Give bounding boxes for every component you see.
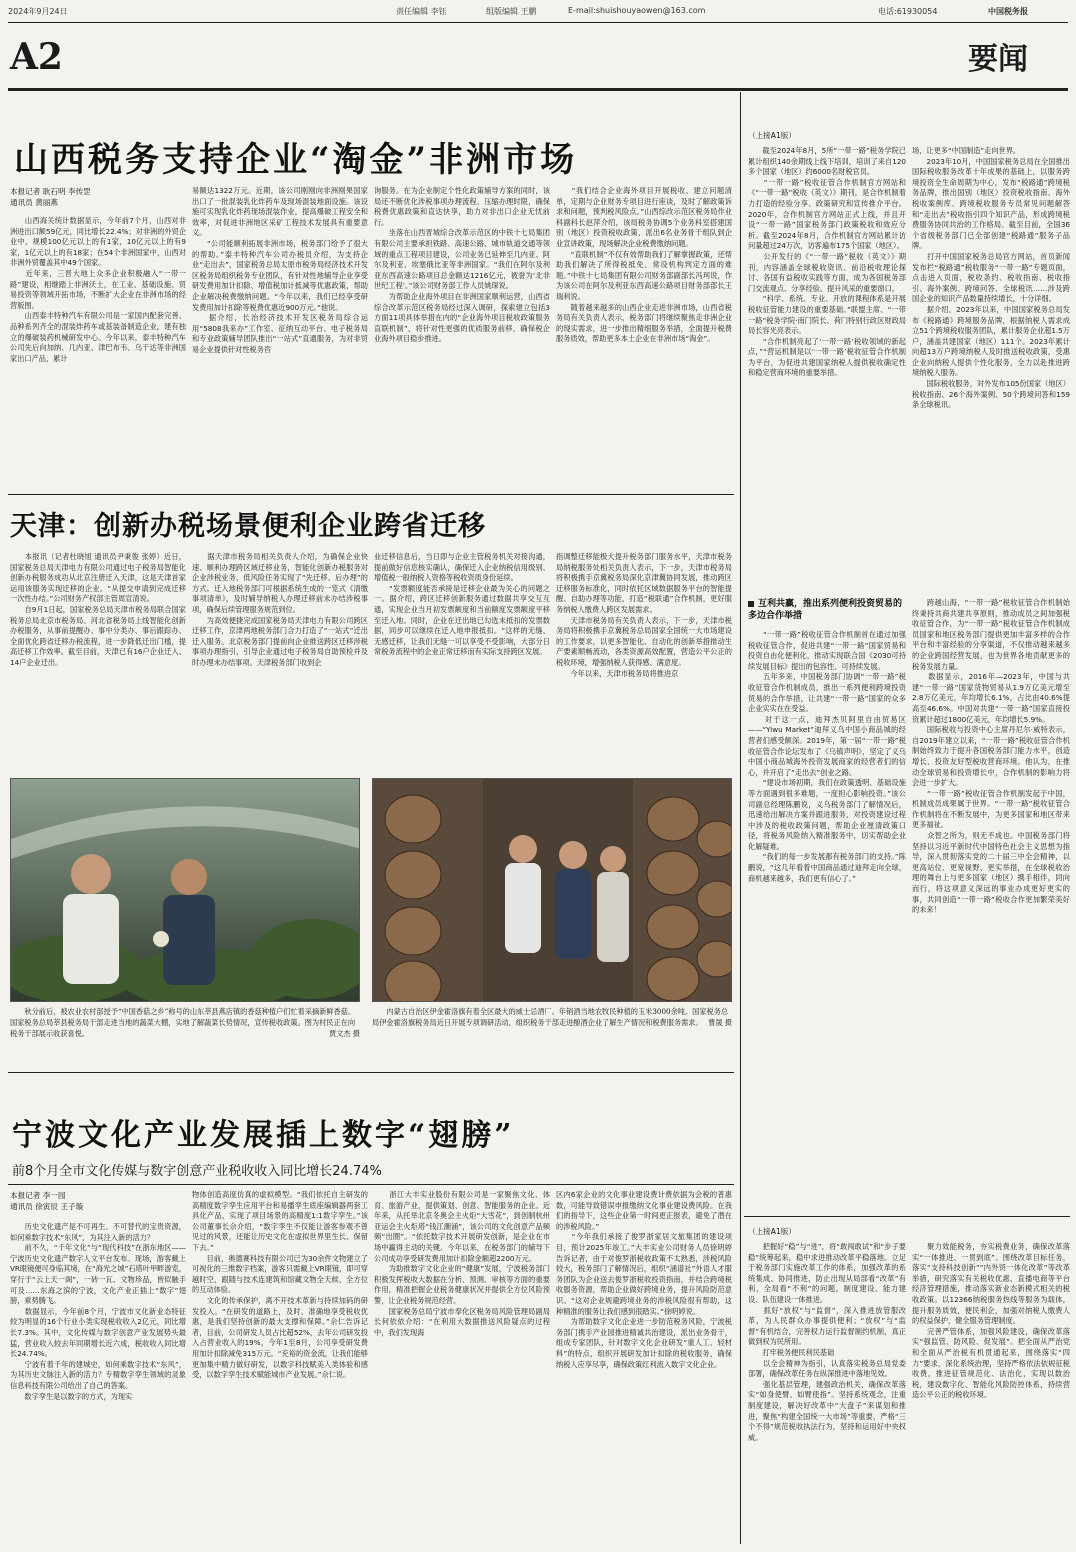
contact-email: E-mail:shuishouyaowen@163.com	[568, 6, 706, 15]
section-rule	[8, 88, 1068, 91]
page-number: A2	[10, 36, 63, 78]
photo-whisky-distillery-image	[373, 779, 732, 1002]
right-divider	[744, 1216, 1070, 1217]
right-top-continued-label: （上接A1版）	[748, 131, 796, 140]
designer-credit: 组版编辑 王鹏	[486, 7, 537, 16]
photo1-caption	[10, 1006, 360, 1066]
header-rule	[8, 22, 1068, 23]
article2-col-3: 业迁移信息后，当日即与企业主管税务机关对接沟通，提前做好信息核实确认，确保迁入企业纳税信用级别、增值税一般纳税人资格等税收资质身份延续。 “发票额度能否承接是迁移企业最为关心的问题之一。据介绍，跨区迁移创新服务通过数据共享交互互通，实现企业当月初发票额度和当前额度发票额度平移至迁入地。同时，企业在迁出地已勾选未抵扣的发票数据，同步可以继续在迁入地申报抵扣。“这样的无缝、无感迁移，让我们无缝一可以享受不受影响，大部分日常税务流程中的企业正常迁移而有实际支持跨区发展。	[374, 552, 550, 657]
page-header-strip	[8, 6, 1068, 20]
right-top-subhead-text: 互利共赢，推出系列便利投资贸易的多边合作举措	[748, 599, 903, 621]
article2-col-2: 据天津市税务局相关负责人介绍，为确保企业快速、顺利办理跨区域迁移业务，智能化创新办税服务对企业涉税业务、低风险任务实现了“先迁移、后办理”的方式。迁入地税务部门可根据系统生成的一览式《清缴事项清单》，及时辅导纳税人办理迁移前未办结涉税事项，确保后续管理服务规范到位。 为高效便捷完成国家税务局天津电力有限公司跨区迁移工作，京津两地税务部门合力打造了“一站式”迁出迁入服务。北京税务部门提前向企业推送跨区迁移涉税事项办理指引，引导企业通过电子税务局自助预检并及时办理未办结事项。天津税务部门收到企	[192, 552, 368, 667]
article3-byline: 本报记者 李一园 通讯员 徐寅辰 王子璇	[10, 1191, 84, 1211]
photo1-caption-text: 秋分前后，被农业农村部授予“中国香菇之乡”称号的山东莘县燕店镇的香菇种植户们忙着采摘新鲜香菇。国家税务总局莘县税务局干部走进当地的蔬菜大棚，实地了解蔬菜长势情况，宣传税收政策。图为村民正在向税务干部展示收获喜悦。	[10, 1007, 356, 1038]
article-divider-2	[8, 1072, 734, 1073]
article3-col-3: 浙江大丰实业股份有限公司是一家聚焦文化、体育、旅游产业，提供策划、创意、智能服务的企业。近年来，从托举北京冬奥会主火炬“大雪花”，到创制杭州亚运会主火炬塔“钱江潮涌”，该公司的文化创意产品频频“出圈”。“依托数字技术开展研发创新，是企业在市场中赢得主动的关键。今年以来，在税务部门的辅导下公司成功享受研发费用加计扣除金额超2200万元。 为助推数字文化企业的“健康”发展，宁波税务部门积极发挥税收大数据在分析、预测、审核等方面的重要作用，精准把握企业税务健康状况并提供全方位风险预警，让企业税务规范经营。 国家税务总局宁波市奉化区税务局风险管理局副局长何依依介绍：“在利用大数据推送风险疑点的过程中，我们发现海	[374, 1190, 550, 1337]
right-bottom-col-2: 聚力效能税务，夯实税费业务，确保改革落实“一体推进、一贯到底”。围绕改革目标任务，落实“支持科技创新”“内外贸一体化改革”等改革举措，研究落实有关税收优惠、直播电商等平台经济管理措施，推动落实新业态新模式相关的税收政策。以12366纳税服务热线等服务为载体，提升服务质效，便民利企，加强对纳税人缴费人的权益保护，健全服务管理制度。 完善严管体系，加强风险建设，确保改革落实“强监管、防风险、促发展”。把全面从严治党和全面从严治税有机贯通起来，围绕落实“四力”要求，深化系统治理，坚持严格依法依规征税收费，推进征管规范化、法治化，实现以数治税，建设数字化、智能化风险防控体系，持续营造公平公正的税收环境。	[912, 1242, 1070, 1400]
article1-title: 山西税务支持企业“淘金”非洲市场	[14, 140, 578, 180]
article2-col-4: 指调整迁移能极大提升税务部门服务水平，天津市税务局纳税服务处相关负责人表示，下一步，天津市税务局将积极携手京冀税务局深化京津冀协同发展，推动跨区迁移服务标准化，同时依托区域数据服务平台的智能提醒、自助办理等功能，打造“税联通”合作机制，更好服务纳税人缴费人跨区发展需求。 天津市税务局有关负责人表示，下一步，天津市税务局将积极携手京冀税务总局国家全国统一大市场建设的工作要求，以更多智能化、自动化的创新举措推动生产要素顺畅流动，各类资源高效配置，营造公平公正的税收环境，增强纳税人获得感、满意度。 今年以来，天津市税务局将推进京	[556, 552, 732, 678]
subhead-marker-icon	[748, 601, 754, 607]
article1-col-3: 询服务。在为企业制定个性化政策辅导方案的同时，该局还不断优化涉税事项办理流程、压缩办理时限，确保税费优惠政策和直达快享，助力对非出口企业无忧前行。 坐落在山西晋城综合改革示范区的中铁十七局集团有限公司主要承担铁路、高速公路、城市轨道交通等领域的重点工程项目建设，公司业务已延伸至几内亚、阿尔及利亚、埃塞俄比亚等非洲国家。“我们在阿尔及利亚东西高速公路项目总金额达1216亿元，被誉为‘北非世纪工程’。”该公司财务部工作人员姚琛说。 为帮助企业海外项目在非洲国家顺利运营，山西省综合改革示范区税务局经过深入调研，探索建立包括3方面11项具体举措在内的“企业海外项目税收政策服务直联机制”，将针对性更强的优质服务前移，确保税企业海外项目稳步推进。	[374, 186, 550, 344]
right-top-col-3: “一带一路”税收征管合作机制首在通过加强税收征管合作，促进共建“一带一路”国家贸易和投资自由化便利化，推动实现联合国《2030可持续发展目标》提出的包容性、可持续发展。 五年多来，中国税务部门协调“一带一路”税收征管合作机制成员，推出一系列便利跨境投资贸易的合作举措，让共建“一带一路”国家的众多企业实实在在受益。 对于这一点，迪拜杰贝阿里自由贸易区——“Yiwu Market”迪拜义乌中国小商品城的经营者们感受颇深。2019年，第一届“一带一路”税收征管合作论坛发布了《乌镇声明》，坚定了义乌中国小商品城海外投资发展商家的经营者们的信心，并开启了“走出去”创业之路。 “建设市场初期，我们在政策透明、基础设施等方面遇到很多难题，一度担心影响投资。”该公司副总经理陈鹏说，义乌税务部门了解情况后，迅速给出解决方案并跟进服务，对投资建设过程中涉及的税收政策问题，帮助企业厘清政策口径，将税务风险纳入精准服务中，切实帮助企业化解疑难。 “我们的每一步发展都有税务部门的支持。”陈鹏说，“这几年看着中国商品通过迪拜走向全球，商机越来越多，我们更有信心了。”	[748, 630, 906, 883]
article-divider	[8, 494, 734, 495]
right-top-col-4: 跨越山海，“一带一路”税收征管合作机制始终秉持共商共建共享原则，推动成员之间加强税收征管合作，为“一带一路”税收征管合作机制成员国家和地区税务部门提供更加丰富多样的合作平台和丰富经验的分享渠道，不仅推动越来越多的企业跨国经营发展，也为世界各地贡献更多的税务发展力量。 数据显示，2016年—2023年，中国与共建“一带一路”国家货物贸易从1.9万亿美元增至2.8万亿美元，年均增长6.1%，占比由40.6%提高至46.6%。中国对共建“一带一路”国家直接投资累计超过1800亿美元，年均增长5.9%。 国际税收与投资中心主席丹尼尔·威特表示，自2019年建立以来，“一带一路”税收征管合作机制始终致力于提升各国税务部门能力水平，创造增长、投资友好型税收营商环境。他认为，在推动全球贸易和投资增长中，合作机制的影响力将会进一步扩大。 “一带一路”税收征管合作机制发起于中国，机制成员成果属于世界。“一带一路”税收征管合作机制将在不断发展中，为更多国家和地区带来更多福祉。 众智之所为，则无不成也。中国税务部门将坚持以习近平新时代中国特色社会主义思想为指导，深入贯彻落实党的二十届三中全会精神，以更高站位、更宽视野、更实举措，在全球税收治理的舞台上与更多国家（地区）携手相伴，同向而行，将这项意义深远的事业办成更好更实的事，共同创造“一带一路”税收合作更加繁荣美好的未来！	[912, 598, 1070, 915]
article1-col-2: 易额达1322万元。近期，该公司刚刚向非洲刚果国家出口了一批混装乳化炸药车及现场混装地面设施。该设施可实现乳化炸药现场混装作业，提高爆破工程安全和效率，对促进非洲地区采矿工程技术发展具有重要意义。 “公司能顺利拓展非洲市场，税务部门给予了很大的帮助。”泰丰特种汽车公司办税员介绍，为支持企业“走出去”，国家税务总局太原市税务局经济技术开发区税务局组织税务专业团队，有针对性地辅导企业享受研发费用加计扣除、增值税加计抵减等优惠政策，帮助企业解决税费缴纳问题。“今年以来，我们已经享受研发费用加计扣除等税费优惠近900万元。”他说。 据介绍，长治经济技术开发区税务局综合运用“5808我来办”工作室、征纳互动平台、电子税务局和专业政策辅导团队推出“一站式”直通服务，为对非贸易企业提供针对性税务咨	[192, 186, 368, 354]
right-top-col-2: 场，让更多“中国制造”走向世界。 2023年10月，中国国家税务总局在全国推出国际税收服务改革十年成果的基础上，以服务跨境投资全生命周期为中心，发布“税路通”跨境税务品牌，推出国别（地区）投资税收指南、海外税收案例库、跨境税收服务专员常见问题解答和“走出去”税收指引四个知识产品，形成跨境税费服务协同共治的工作格局。截至目前，全国36个省级税务部门已全部创建“税路通”服务子品牌。 打开中国国家税务总局官方网站，首页新闻发布栏“税路通”税收服务“一带一路”专题页面，点击进入页面，税收条约、税收指南、税收指引、海外案例、跨境问答、全球税讯……涉及跨国企业的知识产品数量持续增长，十分详细。 据介绍，2023年以来，中国国家税务总局发布《税路通》跨境服务品牌，根据纳税人需求成立51个跨境税收服务团队，累计服务企业超1.5万户，涵盖共建国家（地区）111个。2023年累计向超13万户跨境纳税人及时推送税收政策，受惠企业向纳税人提供个性化服务，全力以赴推进跨境纳税人服务。 国际税收服务，对外发布105份国家（地区）税收指南、26个海外案例、50个跨境问答和159条全球税讯。	[912, 146, 1070, 410]
article1-col-1: 山西海关统计数据显示，今年前7个月，山西对非洲进出口额59亿元，同比增长22.4%；对非洲的外贸企业中，规模100亿元以上的有1家，10亿元以上的有9家，1亿元以上的有18家；在54个非洲国家中，山西对非洲外贸覆盖其中49个国家。 近年来，三晋大地上众多企业积极融入“一带一路”建设，相继踏上非洲沃土，在工业、基础设施、贸易投资等领域开拓市场，不断扩大企业在非洲市场的经营版图。 山西泰丰特种汽车有限公司是一家国内配套完善、品种系列齐全的混装炸药车或基装备制造企业，建有独立的爆破装药机械研发中心。今年以来，泰丰特种汽车公司先后向加纳、几内亚、津巴布韦、乌干达等非洲国家出口产品，累计	[10, 216, 186, 363]
photo-mushroom-greenhouse-image	[11, 779, 360, 1002]
right-bottom-col-1: 把握好“稳”与“进”，将“敢闯敢试”和“步子要稳”统筹起来，稳中求进推动改革平稳落地。立足于税务部门实施改革工作的体系，加强改革的系统集成、协同推进，防止出现从局部看“改革”有利、全局看“不利”的问题。制度建设、能力建设、队伍建设一体推进。 抓好“放权”与“监督”，深入推进放管服改革，为人民群众办事提供便利；“放权”与“监督”有机结合，完善权力运行监督制约机制，真正做到权为民所用。 打牢税务便民利民基础 以全会精神为指引，认真落实税务总局党委部署，确保改革任务在纵深推进中落地见效。 强化基层管理，建强政治机关，确保改革落实“如身使臂、如臂使指”。坚持系统观念，注重制度建设，解决好改革中“大盘子”来谋划和推进，聚焦“构建全国统一大市场”等重要，严格“三个不得”规范税收执法行为，坚持和运用好中央权威。	[748, 1242, 906, 1442]
photo2-caption	[372, 1006, 732, 1066]
photo2-credit: 曹晟 摄	[708, 1018, 732, 1027]
article2-title: 天津：创新办税场景便利企业跨省迁移	[10, 511, 486, 542]
right-top-col-1: 截至2024年8月，5所“一带一路”税务学院已累计组织140余期线上线下培训，培训了来自120多个国家（地区）约6000名财税官员。 “一带一路”税收征管合作机制官方网站和《“一带一路”税收（英文）》期刊，是合作机制着力打造的经验分享、政策研究和宣传推介平台。2020年，合作机制官方网站正式上线，并且开设“一带一路”国家税务部门政策税收和效应分析。截至2024年8月，合作机制官方网站累计访问量超过24万次，访客遍布175个国家（地区）。 公开发行的《“一带一路”税收（英文）》期刊，内容涵盖全球税收资讯、前沿税收理论探讨、各国有益税收实践等方面，成为各国税务部门交流观点、分享经验、提升风采的重要窗口。 “科学、系统、专业、开放的课程体系是开展税收征管能力建设的重要基础。”联盟主席、“一带一路”税务学院·南门院长、荷门特别行政区财政局局长容光亮表示。 “合作机制亮起了‘一带一路’税收领域的新起点，”“营运机制是以‘一带一路’税收征管合作机制为平台，为促进共建国家纳税人提供税收确定性和稳定营商环境的重要举措。	[748, 146, 906, 378]
editor-credit: 责任编辑 李钰	[396, 7, 447, 16]
section-name: 要闻	[968, 42, 1028, 77]
right-bottom-continued-label: （上接A1版）	[748, 1227, 796, 1236]
column-divider	[740, 92, 741, 1544]
photo-whisky-distillery	[372, 778, 732, 1002]
article3-subtitle: 前8个月全市文化传媒与数字创意产业税收收入同比增长24.74%	[12, 1164, 382, 1179]
right-top-subhead	[748, 598, 906, 624]
contact-phone: 电话:61930054	[878, 7, 938, 16]
article3-rule	[8, 1184, 734, 1185]
issue-date: 2024年9月24日	[8, 7, 68, 16]
photo-mushroom-greenhouse	[10, 778, 360, 1002]
article3-title: 宁波文化产业发展插上数字“翅膀”	[12, 1118, 515, 1153]
article2-col-1: 本报讯（记者杜晓旭 通讯员尹秉俊 张婷）近日，国家税务总局天津电力有限公司通过电子税务局智能化创新办税服务成功从北京注册迁入天津，这是天津首家运用该服务实现迁移的企业。“从提交申请到完成迁移一次性办结。”公司财务产权部主管周宣清说。 自9月1日起，国家税务总局天津市税务局联合国家税务总局北京市税务局、河北省税务局上线智能化创新办税服务，从事前提醒办、事中分类办、事后跟踪办、全面优化跨省迁移办税流程，进一步降低迁出门槛，提高迁移工作效率。截至目前，天津已有16户企业迁入、14户企业迁出。	[10, 552, 186, 667]
article3-col-1: 历史文化遗产是不可再生、不可替代的宝贵资源，如何乘数字技术“东风”，为其注入新的活力？ 前不久，“千年文化”与“现代科技”在浙东地区——宁波历史文化遗产数字人文平台发布。现场，游客戴上VR眼镜便可身临其境，在“海光之城”石塔叶甲畔游览，穿行于“云上天一阁”，一砖一瓦、文物珍品，皆似触手可及……东海之滨的宁波，文化产业正插上“数字”翅膀，乘势腾飞。 数据显示，今年前8个月，宁波市文化新业态特征较为明显的16个行业小类实现税收收入2亿元，同比增长7.3%。其中，文化传媒与数字创意产业发展势头最猛，营业收入较去年同期增长近六成，税收收入同比增长24.74%。 宁波有着千年的建城史，如何乘数字技术“东风”，为其历史文脉注入新的活力？专精数字孪生领域的灵象信息科技有限公司给出了自己的答案。 数字孪生是以数字的方式，为现实	[10, 1222, 186, 1401]
article3-col-4: 区内6家企业的文化事业建设费计费依据为会税的普惠数，可能导致错误申报缴纳文化事业建设费风险。在我们的指导下，这些企业第一时间更正报表，避免了潜在的涉税风险。” “今年我们承接了俊罗浙家居文旅集团的建设项目，预计2025年竣工。”大丰实业公司财务人员徐明婷告诉记者，由于对俊罗浙税收政策不太熟悉，涉税风险较大，税务部门了解情况后，组织“涵谱社”外语人才服务团队为企业送去俊罗浙税收投资指南，并结合跨境税收服务资源，帮助企业做好跨境业务，提升风险防范意识。“这对企业规避跨境业务的涉税风险很有帮助，这种精准的服务让我们感到很踏实。”徐明婷说。 为帮助数字文化企业进一步防范税务风险，宁波税务部门携手产业园推进精诚共治建设，派出业务骨干，组成专家团队，针对数字文化企业研发“重人工、轻材料”的特点，组织开展研发加计扣除的税收服务，确保纳税人应享尽享，确保政策红利流入数字文化企业。	[556, 1190, 732, 1369]
article3-col-2: 物体创造高度仿真的虚拟模型。“我们依托自主研发的高精度数字孪生应用平台和易播孪生底座编辑器两套工具化产品，实现了项目场景的高精度1:1数字孪生。”该公司董事长佘介绍，“数字孪生不仅能让游客参观不曾见过的风景，还能让历史文化在虚拟世界里生长、保留下去。” 目前，奥德赛科技有限公司已为30余件文物建立了可视化的三维数字档案，游客只需戴上VR眼镜，即可穿越时空，跟随与技术连建筑和馆藏文物全天候、全方位的互动体验。 文化的传承保护，离不开技术革新与持续加码的研发投入。“在研发的道路上，及时、准确地享受税收优惠，是我们坚持创新的最大支撑和保障。”佘仁告诉记者，目前，公司研发人员占比超52%，去年公司研发投入占营业收入的19%，今年1至8月，公司享受研发费用加计扣除减免315万元。“充裕的资金流，让我们能够更加集中精力做好研发，以数字科技赋美人类体验和感受，以数字孪生技术赋能城市产业发展。”佘仁说。	[192, 1190, 368, 1380]
photo2-caption-text: 内蒙古自治区伊金霍洛旗有着全区最大的威士忌酒厂。年销酒当地农牧民种植的玉米3000余吨。国家税务总局伊金霍洛旗税务局近日开展专项调研活动，组织税务干部走进酿酒企业了解生产情况和税费服务需求。	[372, 1007, 729, 1027]
article1-byline: 本报记者 耿石明 李传罡 通讯员 黄丽燕	[10, 187, 91, 207]
article1-col-4: “我们结合企业海外项目开展税收、建立问题清单，定期与企业财务专项目进行座谈，及时了解政策诉求和问题，预判税风险点。”山西综改示范区税务局作业科副科长赵萍介绍，该局税务协调5个业务科室搭建国别（地区）投资税收政策，派出6名业务骨干组队到企业宣讲政策，现场解决企业税费缴纳问题。 “直联机制”不仅有效帮助我们了解掌握政策，还帮助我们解决了所得税抵免、常设机构判定方面的难题。”中铁十七局集团有限公司财务部副部长冯珂说，作为该公司在阿尔及利亚东西高速公路项目财务部部长王瑞利说。 随着越来越多的山西企业走进非洲市场，山西省税务局有关负责人表示，税务部门将继续聚焦走非洲企业的现实需求，进一步推出精细服务举措，全面提升税费服务质效，帮助更多本土企业在非洲市场“淘金”。	[556, 186, 732, 344]
photo1-credit: 贾文杰 摄	[328, 1029, 360, 1038]
newspaper-name: 中国税务报	[988, 7, 1028, 16]
